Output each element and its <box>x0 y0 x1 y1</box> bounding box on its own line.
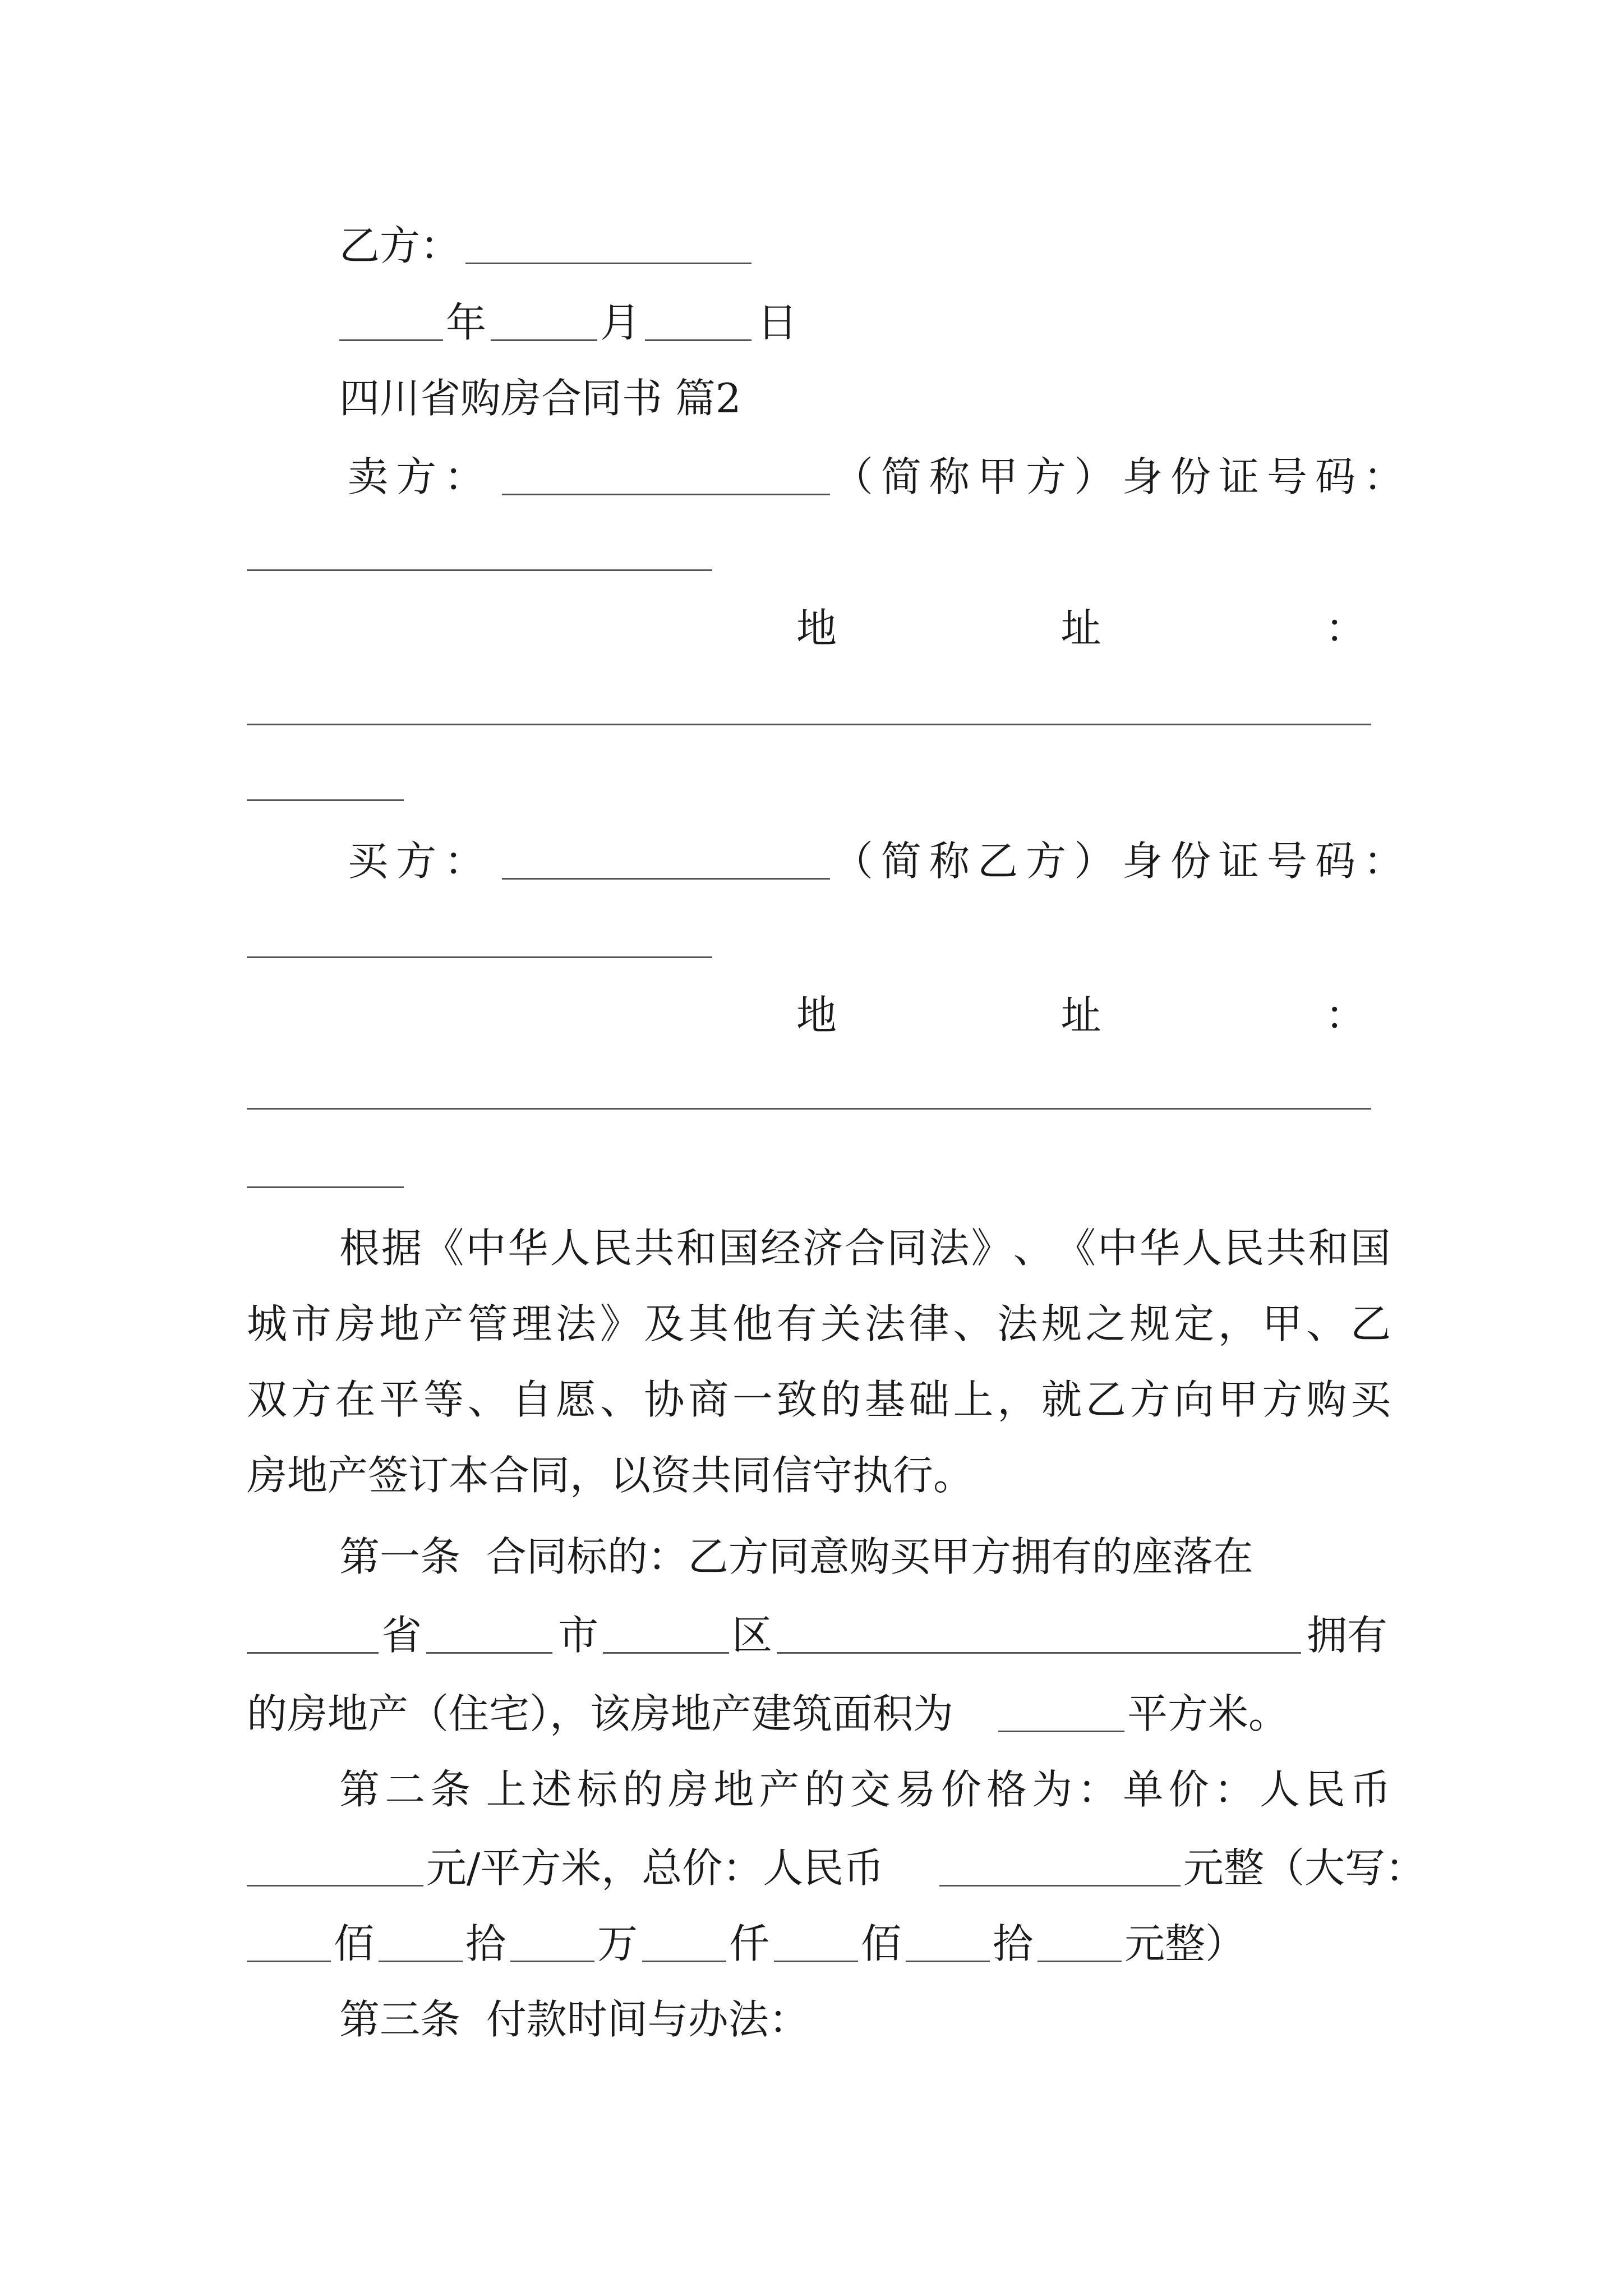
seller-id-blank <box>247 569 712 571</box>
seller-address-label <box>796 603 1366 654</box>
total-price-blank <box>939 1885 1181 1887</box>
article1-heading: 第一条 合同标的：乙方同意购买甲方拥有的座落在 <box>339 1533 1253 1580</box>
district-blank <box>603 1652 729 1654</box>
seller-address-blank-cont <box>247 799 404 801</box>
own-label: 拥有 <box>1307 1612 1388 1659</box>
preamble-line: 房地产签订本合同，以资共同信守执行。 <box>247 1452 974 1499</box>
addr-char: 址 <box>1061 605 1101 652</box>
location-blank <box>777 1652 1301 1654</box>
city-label: 市 <box>558 1612 599 1659</box>
preamble-line: 城 市 房 地 产 管 理 法 》 及 其 他 有 关 法 律 、 法 规 之 规 定 ， 甲 、 乙 <box>247 1300 1391 1347</box>
buyer-label: 买方： <box>348 838 493 885</box>
preamble-line: 根 据 《 中 华 人 民 共 和 国 经 济 合 同 法 》 、 《 中 华 人 民 共 和 国 <box>339 1225 1391 1272</box>
seller-address-blank <box>247 724 1371 725</box>
date-day: 日 <box>757 299 798 346</box>
buyer-address-blank-cont <box>247 1186 404 1188</box>
province-blank <box>247 1652 379 1654</box>
buyer-name-blank <box>502 878 830 880</box>
seller-id-label: （简称甲方）身份证号码： <box>833 453 1412 500</box>
amount-blank <box>1038 1961 1122 1962</box>
buyer-address-blank <box>247 1108 1371 1110</box>
addr-colon: ： <box>1325 992 1366 1039</box>
amount-unit: 拾 <box>993 1920 1034 1967</box>
seller-name-blank <box>502 494 830 495</box>
buyer-id-label: （简称乙方）身份证号码： <box>833 838 1412 885</box>
amount-blank <box>642 1961 726 1962</box>
preamble-line: 双 方 在 平 等 、 自 愿 、 协 商 一 致 的 基 础 上 ， 就 乙 方 向 甲 方 购 买 <box>247 1376 1391 1423</box>
amount-blank <box>379 1961 463 1962</box>
city-blank <box>426 1652 552 1654</box>
total-price-suffix: 元整（大写： <box>1183 1844 1426 1892</box>
party-b-blank <box>465 263 751 264</box>
article3-heading: 第三条 付款时间与办法： <box>339 1996 809 2043</box>
addr-char: 地 <box>796 992 837 1039</box>
day-blank <box>645 339 751 341</box>
date-year: 年 <box>446 299 487 346</box>
amount-unit: 佰 <box>861 1920 902 1967</box>
buyer-id-blank <box>247 956 712 958</box>
amount-end: 元整） <box>1124 1920 1246 1967</box>
district-label: 区 <box>732 1612 773 1659</box>
amount-unit: 拾 <box>465 1920 506 1967</box>
addr-char: 址 <box>1061 992 1101 1039</box>
amount-blank <box>906 1961 990 1962</box>
addr-char: 地 <box>796 605 837 652</box>
amount-unit: 仟 <box>729 1920 770 1967</box>
amount-blank <box>510 1961 594 1962</box>
year-blank <box>339 339 443 341</box>
amount-unit: 佰 <box>334 1920 375 1967</box>
unit-price-blank <box>247 1885 423 1887</box>
unit-price-text: 元/平方米，总价：人民币 <box>426 1844 884 1892</box>
article1-area-text: 的房地产（住宅），该房地产建筑面积为 <box>247 1690 954 1737</box>
date-month: 月 <box>600 299 641 346</box>
buyer-address-label <box>796 990 1366 1041</box>
section-title: 四川省购房合同书 篇2 <box>339 375 741 422</box>
amount-blank <box>774 1961 858 1962</box>
article2-heading: 第 二 条 上 述 标 的 房 地 产 的 交 易 价 格 为 ： 单 价 ： 人 民 币 <box>339 1766 1391 1813</box>
amount-unit: 万 <box>597 1920 638 1967</box>
party-b-label: 乙方： <box>339 222 461 269</box>
amount-blank <box>247 1961 331 1962</box>
month-blank <box>491 339 597 341</box>
area-unit: 平方米。 <box>1127 1690 1289 1737</box>
area-blank <box>998 1731 1124 1732</box>
province-label: 省 <box>381 1612 422 1659</box>
seller-label: 卖方： <box>348 453 493 500</box>
addr-colon: ： <box>1325 605 1366 652</box>
